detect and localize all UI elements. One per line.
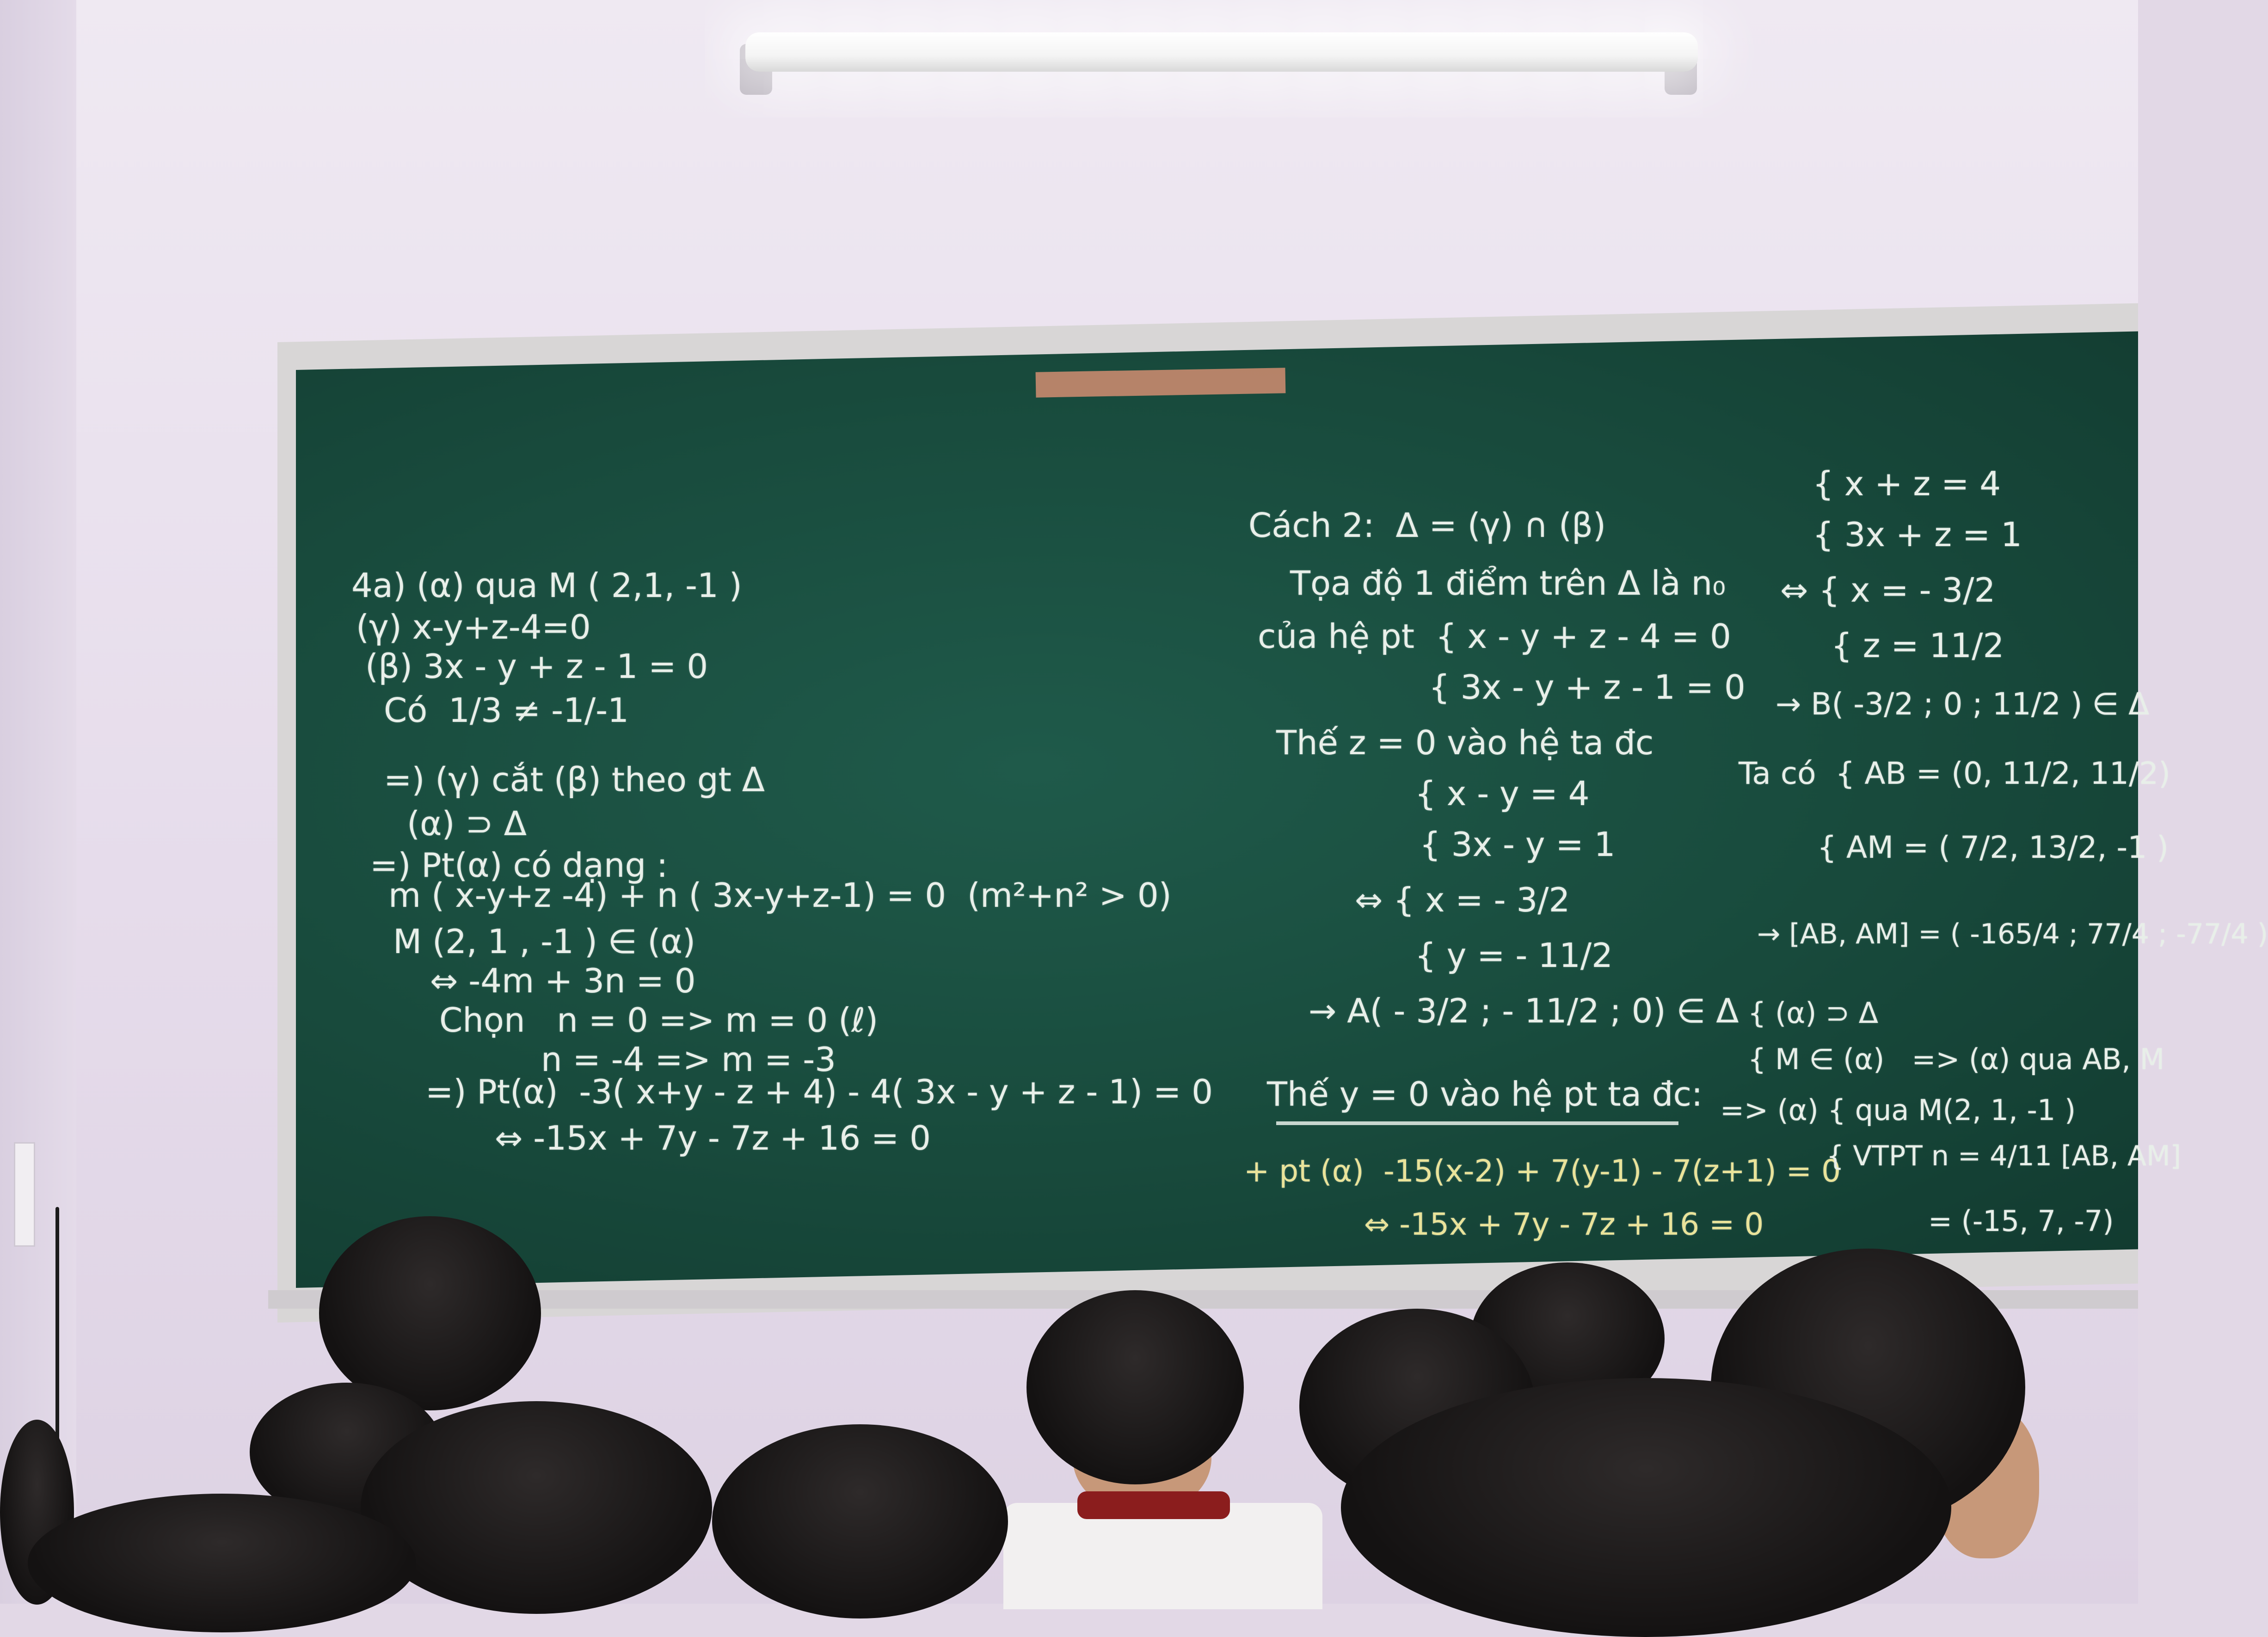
board-middle-line-7: { 3x - y = 1 — [1420, 825, 1616, 864]
board-middle-line-11: Thế y = 0 vào hệ pt ta đc: — [1267, 1075, 1703, 1114]
board-left-line-3: (β) 3x - y + z - 1 = 0 — [365, 647, 708, 686]
student-head — [1341, 1378, 1951, 1637]
board-right-line-1: { x + z = 4 — [1813, 464, 2001, 503]
board-right-line-13: = (-15, 7, -7) — [1928, 1204, 2114, 1238]
board-middle-line-13: ⇔ -15x + 7y - 7z + 16 = 0 — [1364, 1206, 1764, 1242]
board-left-line-13: =) Pt(α) -3( x+y - z + 4) - 4( 3x - y + z - 1) = 0 — [425, 1072, 1213, 1111]
board-left-line-7: =) Pt(α) có dạng : — [370, 846, 668, 885]
student-head — [361, 1401, 712, 1614]
board-left-line-2: (γ) x-y+z-4=0 — [356, 608, 591, 646]
board-left-line-4: Có 1/3 ≠ -1/-1 — [384, 691, 629, 730]
board-left-line-14: ⇔ -15x + 7y - 7z + 16 = 0 — [495, 1119, 931, 1157]
board-right-line-3: ⇔ { x = - 3/2 — [1780, 571, 1996, 609]
board-middle-line-12: + pt (α) -15(x-2) + 7(y-1) - 7(z+1) = 0 — [1244, 1153, 1841, 1189]
chalk-underline — [1276, 1121, 1678, 1125]
student-head — [28, 1494, 416, 1632]
board-left-line-12: n = -4 => m = -3 — [541, 1040, 836, 1079]
board-middle-line-6: { x - y = 4 — [1415, 774, 1590, 813]
board-right-line-5: → B( -3/2 ; 0 ; 11/2 ) ∈ Δ — [1776, 686, 2150, 722]
board-right-line-8: → [AB, AM] = ( -165/4 ; 77/4 ; -77/4 ) — [1757, 918, 2268, 950]
board-right-line-2: { 3x + z = 1 — [1813, 515, 2022, 554]
board-left-line-5: =) (γ) cắt (β) theo gt Δ — [384, 760, 765, 799]
board-right-line-7: { AM = ( 7/2, 13/2, -1 ) — [1817, 830, 2169, 865]
board-right-line-12: { VTPT n = 4/11 [AB, AM] — [1826, 1140, 2182, 1172]
board-middle-line-5: Thế z = 0 vào hệ ta đc — [1276, 723, 1654, 762]
fluorescent-lamp — [745, 32, 1698, 72]
student-head — [1026, 1290, 1244, 1484]
tape-strip — [1036, 368, 1286, 397]
board-middle-line-10: → A( - 3/2 ; - 11/2 ; 0) ∈ Δ — [1309, 991, 1739, 1030]
board-left-line-10: ⇔ -4m + 3n = 0 — [430, 961, 696, 1000]
board-middle-line-9: { y = - 11/2 — [1415, 936, 1613, 975]
board-middle-line-2: Tọa độ 1 điểm trên Δ là n₀ — [1290, 564, 1726, 603]
board-left-line-11: Chọn n = 0 => m = 0 (ℓ) — [439, 1001, 879, 1040]
board-middle-line-3: của hệ pt { x - y + z - 4 = 0 — [1258, 617, 1731, 656]
student-head — [319, 1216, 541, 1410]
board-left-line-8: m ( x-y+z -4) + n ( 3x-y+z-1) = 0 (m²+n² > 0) — [388, 876, 1172, 915]
shirt-collar — [1077, 1491, 1230, 1519]
board-right-line-9: { (α) ⊃ Δ — [1748, 996, 1879, 1030]
board-right-line-10: { M ∈ (α) => (α) qua AB, M — [1748, 1042, 2165, 1076]
board-middle-line-8: ⇔ { x = - 3/2 — [1355, 880, 1570, 919]
wall-socket — [14, 1142, 35, 1247]
board-right-line-6: Ta có { AB = (0, 11/2, 11/2) — [1739, 756, 2170, 791]
student-head — [712, 1424, 1008, 1619]
board-middle-line-4: { 3x - y + z - 1 = 0 — [1429, 668, 1746, 707]
board-left-line-9: M (2, 1 , -1 ) ∈ (α) — [393, 922, 696, 961]
board-left-line-6: (α) ⊃ Δ — [407, 804, 527, 843]
board-right-line-4: { z = 11/2 — [1831, 626, 2004, 665]
wall-corner — [0, 0, 76, 1604]
board-middle-line-1: Cách 2: Δ = (γ) ∩ (β) — [1248, 506, 1606, 545]
board-right-line-11: => (α) { qua M(2, 1, -1 ) — [1720, 1093, 2076, 1127]
board-left-line-1: 4a) (α) qua M ( 2,1, -1 ) — [351, 566, 742, 605]
